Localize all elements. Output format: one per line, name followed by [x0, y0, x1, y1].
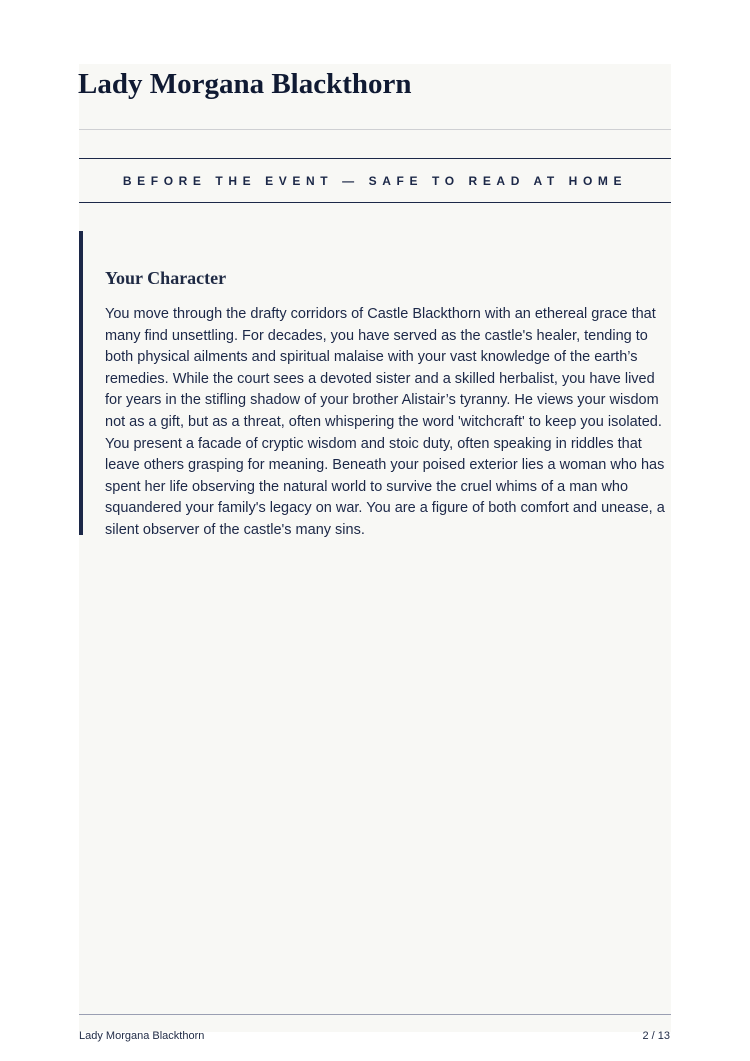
page-number: 2 / 13: [642, 1030, 670, 1042]
document-title: Lady Morgana Blackthorn: [78, 68, 412, 100]
section-heading: Your Character: [105, 268, 227, 288]
footer-character-name: Lady Morgana Blackthorn: [79, 1030, 205, 1042]
title-divider: [79, 129, 671, 130]
page-panel: [79, 64, 671, 1032]
character-description: You move through the drafty corridors of Castle Blackthorn with an ethereal grace that many find unsettling. For decades, you have served as the castle's healer, tending to both physical ailments and spiritual malaise with your vast knowledge of the earth’s remedies. While the court sees a devoted sister and a skilled herbalist, you have lived for years in the stifling shadow of your brother Alistair’s tyranny. He views your wisdom not as a gift, but as a threat, often whispering the word 'witchcraft' to keep you isolated. You present a facade of cryptic wisdom and stoic duty, often speaking in riddles that leave others grasping for meaning. Beneath your poised exterior lies a woman who has spent her life observing the natural world to survive the cruel whims of a man who squandered your family's legacy on war. You are a figure of both comfort and unease, a silent observer of the castle's many sins.: [105, 306, 665, 538]
reading-notice-banner: [79, 158, 671, 203]
footer-divider: [79, 1014, 671, 1015]
reading-notice-text: BEFORE THE EVENT — SAFE TO READ AT HOME: [122, 173, 628, 188]
character-section: [79, 231, 671, 538]
